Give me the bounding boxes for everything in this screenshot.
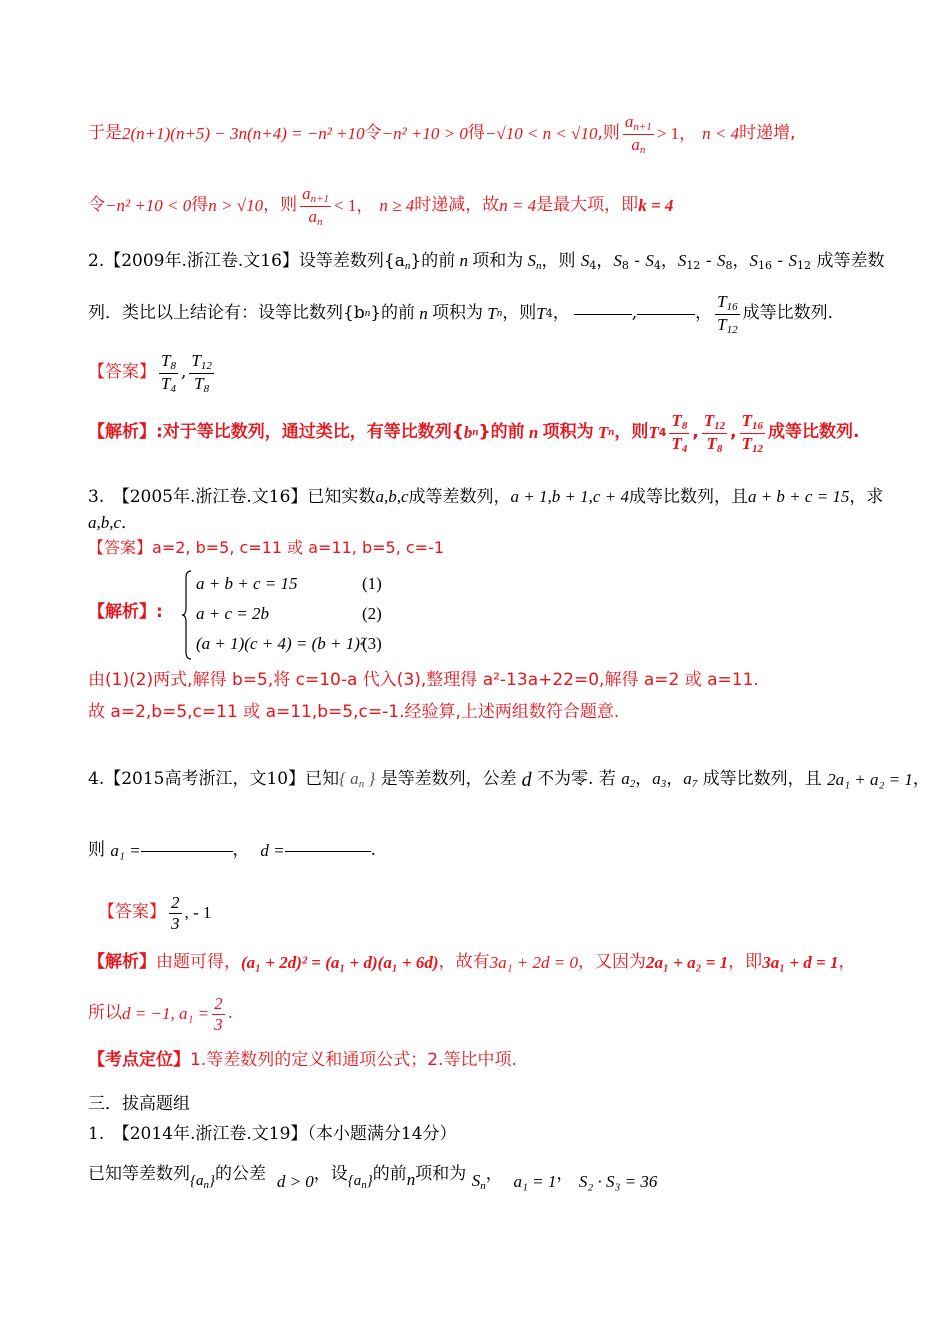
q4-analysis: 【解析】 由题可得， (a₁ + 2d)² = (a₁ + d)(a₁ + 6d) ，故有 3a₁ + 2d = 0 ，又因为 2a₁ + a₂ = 1 ，即 3a₁ + d = 1 ，: [88, 952, 856, 973]
section-title: 三．拔高题组: [88, 1094, 190, 1114]
question-text: 4.【2015高考浙江，文10】已知: [88, 769, 340, 790]
text: 得: [467, 123, 485, 144]
answer-blank-d[interactable]: [285, 850, 371, 852]
text: 是最大项，即: [536, 195, 639, 216]
fraction-an1-over-an: $\frac{a_{n+1}}{a_n}$: [302, 183, 330, 228]
math-expression: n ≥ 4: [379, 196, 415, 216]
q4-answer: 【答案】 $\frac{2}{3}$ , - 1: [98, 892, 212, 933]
math-expression: k = 4: [638, 196, 674, 216]
math-expression: n < 4: [702, 124, 740, 144]
math-expression: a,b,c: [88, 513, 122, 532]
q4-point: 【考点定位】1.等差数列的定义和通项公式；2.等比中项.: [88, 1050, 517, 1070]
q4-line-2: 则 a₁ = ， d = .: [88, 840, 376, 861]
equation-number: (2): [362, 604, 382, 623]
equation-number: (1): [362, 574, 382, 593]
point-label: 【考点定位】: [88, 1050, 190, 1070]
text: < 1，: [334, 196, 374, 216]
text: :对于等比数列，通过类比，有等比数列{: [156, 422, 464, 443]
math-expression: −n² +10 > 0: [381, 124, 468, 144]
q2-analysis: 【解析】 :对于等比数列，通过类比，有等比数列{ b n }的前 n 项积为 T n ，则 T 4 $\frac{T_8}{T_4}$ , $\frac{T_{12}}{T_8}$ , $\frac{T_{16}}{T_{12}}$ 成等比数列.: [88, 410, 860, 455]
q3-solution-1: 由(1)(2)两式,解得 b=5,将 c=10-a 代入(3),整理得 a²-13a+22=0,解得 a=2 或 a=11.: [88, 670, 759, 690]
equation-number: (3): [362, 634, 382, 653]
answer-blank-a1[interactable]: [141, 850, 233, 852]
equation-3: (a + 1)(c + 4) = (b + 1)²: [196, 634, 365, 653]
question-text: 2.【2009年.浙江卷.文16】设等差数列{a: [88, 251, 405, 271]
math-expression: −√10 < n < √10: [484, 124, 598, 144]
math-expression: n > √10: [208, 196, 264, 216]
answer-blank-2[interactable]: [637, 313, 695, 315]
text: ,则: [597, 123, 620, 144]
text: ，则: [263, 195, 298, 216]
q3-line-2: a,b,c．: [88, 513, 139, 533]
answer-text: a=2, b=5, c=11 或 a=11, b=5, c=-1: [152, 538, 445, 557]
text: 列．类比以上结论有：设等比数列{b: [88, 303, 365, 324]
analysis-label: 【解析】: [88, 952, 156, 973]
text: 令: [88, 195, 105, 216]
answer-label: 【答案】: [88, 362, 156, 383]
text: > 1，: [656, 124, 697, 144]
text: 得: [191, 195, 209, 216]
text: 于是: [88, 123, 122, 144]
q2-answer: 【答案】 $\frac{T_8}{T_4}$ , $\frac{T_{12}}{T_8}$: [88, 350, 212, 395]
text: 成等差数: [816, 251, 885, 271]
equation-1: a + b + c = 15: [196, 574, 298, 593]
text: 令: [364, 123, 382, 144]
equation-system: [182, 570, 402, 662]
text: 成等比数列．: [742, 303, 845, 324]
sec3-q1-line: 已知等差数列 $\{a_n\}$ 的公差 d > 0 ，设 $\{a_n\}$ 的前 n 项和为 $S_n$ ， a₁ = 1 ， S₂ · S₃ = 36: [88, 1164, 658, 1193]
answer-label: 【答案】: [98, 902, 166, 923]
answer-blank-1[interactable]: [574, 313, 632, 315]
equation-2: a + c = 2b: [196, 604, 269, 623]
q3-answer: [88, 538, 890, 558]
q3-line-1: 3. 【2005年.浙江卷.文16】已知实数a,b,c成等差数列，a + 1,b + 1,c + 4成等比数列，且a + b + c = 15，求: [88, 487, 884, 507]
sec3-q1-head: 1. 【2014年.浙江卷.文19】（本小题满分14分）: [88, 1124, 457, 1144]
q4-line-1: 4.【2015高考浙江，文10】已知 { $a_n$ } 是等差数列，公差 d 不为零. 若 $a_2$ ， $a_3$ ， $a_7$ 成等比数列，且 2a₁ + a₂ = 1 ，: [88, 768, 930, 791]
solution-line-2: [88, 184, 890, 228]
q2-line-1: 2.【2009年.浙江卷.文16】设等差数列$\{a_n\}$的前 n 项和为 $S_n$，则 $S_4$，$S_8 - S_4$，$S_{12} - S_8$，$S_{16} - S_{12}$ 成等差数: [88, 251, 885, 272]
analysis-label: 【解析】: [88, 422, 156, 443]
math-expression: −n² +10 < 0: [105, 196, 192, 216]
math-expression: n = 4: [499, 196, 537, 216]
text: 时递增,: [739, 123, 796, 144]
text: 成等比数列.: [768, 422, 860, 443]
q3-solution-2: 故 a=2,b=5,c=11 或 a=11,b=5,c=-1.经验算,上述两组数符合题意.: [88, 702, 620, 722]
question-text: 3. 【2005年.浙江卷.文16】已知实数: [88, 487, 376, 507]
fraction-t16-t12: $\frac{T_{16}}{T_{12}}$: [717, 291, 738, 336]
math-expression: 2(n+1)(n+5) − 3n(n+4) = −n² +10: [122, 124, 365, 144]
analysis-label: 【解析】:: [88, 602, 163, 622]
fraction-an1-over-an: $\frac{a_{n+1}}{a_n}$: [624, 111, 652, 156]
q2-line-2: 列．类比以上结论有：设等比数列{b n }的前 n 项积为 T n ，则 T 4 ， , ， $\frac{T_{16}}{T_{12}}$ 成等比数列．: [88, 291, 845, 336]
brace-icon: [182, 570, 192, 660]
solution-line-1: [88, 112, 890, 156]
answer-label: 【答案】: [88, 538, 153, 557]
q4-conclusion: 所以 d = −1, a₁ = $\frac{2}{3}$ .: [88, 993, 233, 1034]
text: 时递减，故: [414, 195, 500, 216]
